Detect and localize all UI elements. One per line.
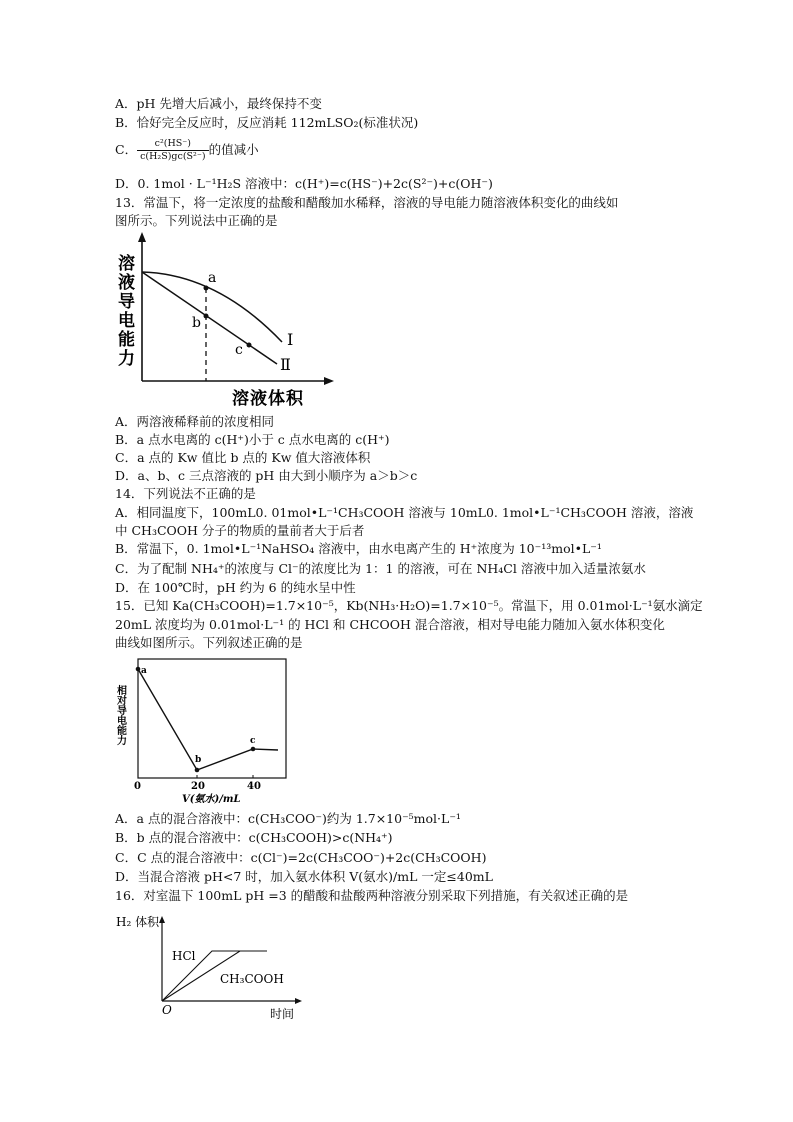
q12-fraction	[137, 138, 208, 163]
q15-point-c	[251, 747, 256, 752]
q13-label-curve-1: I	[287, 330, 294, 349]
q14-option-c: C．为了配制 NH₄⁺的浓度与 Cl⁻的浓度比为 1：1 的溶液，可在 NH₄Cl 溶液中加入适量浓氨水	[115, 561, 646, 576]
q13-x-label: 溶液体积	[232, 389, 304, 409]
q15-stem-line-3: 曲线如图所示。下列叙述正确的是	[115, 635, 303, 650]
q13-label-c: c	[235, 342, 243, 358]
q15-y-label: 相对导电能力	[114, 685, 126, 745]
q14-stem: 14．下列说法不正确的是	[115, 486, 256, 501]
q13-point-a	[204, 286, 209, 291]
q15-option-c: C．C 点的混合溶液中：c(Cl⁻)=2c(CH₃COO⁻)+2c(CH₃COOH)	[115, 850, 487, 865]
q16-x-label: 时间	[270, 1007, 295, 1020]
q13-chart	[112, 232, 340, 412]
q15-label-c: c	[250, 736, 256, 746]
q15-tick-label-20: 20	[191, 781, 205, 792]
q15-curve	[138, 669, 278, 770]
q15-origin-label: 0	[134, 781, 141, 792]
q14-option-a-line-2: 中 CH₃COOH 分子的物质的量前者大于后者	[115, 523, 365, 538]
q13-option-b: B．a 点水电离的 c(H⁺)小于 c 点水电离的 c(H⁺)	[115, 432, 390, 447]
q16-label-hcl: HCl	[172, 949, 196, 963]
q13-point-b	[204, 314, 209, 319]
q12-option-b: B．恰好完全反应时，反应消耗 112mLSO₂(标准状况)	[115, 115, 419, 130]
q15-chart	[112, 655, 292, 807]
q12-option-c	[115, 137, 259, 163]
q12-option-c-suffix: 的值减小	[208, 142, 259, 157]
q15-stem-line-2: 20mL 浓度均为 0.01mol·L⁻¹ 的 HCl 和 CHCOOH 混合溶液，相对导电能力随加入氨水体积变化	[115, 617, 665, 632]
q16-y-arrow	[159, 916, 165, 923]
q12-fraction-denominator: c(H₂S)gc(S²⁻)	[140, 151, 206, 162]
q13-y-label: 溶液导电能力	[114, 254, 134, 368]
q16-label-ch3cooh: CH₃COOH	[220, 972, 284, 986]
q15-option-a: A．a 点的混合溶液中：c(CH₃COO⁻)约为 1.7×10⁻⁵mol·L⁻¹	[115, 811, 461, 826]
q15-point-b	[195, 768, 200, 773]
q13-y-arrow	[138, 232, 146, 242]
q15-plot-frame	[138, 659, 286, 778]
q16-origin-label: O	[162, 1003, 172, 1017]
q16-chart	[112, 908, 312, 1020]
q13-option-c: C．a 点的 Kw 值比 b 点的 Kw 值大溶液体积	[115, 450, 371, 465]
q13-label-b: b	[192, 315, 201, 331]
q16-y-label: H₂ 体积	[116, 915, 160, 929]
q15-point-a	[136, 667, 141, 672]
q15-label-b: b	[195, 755, 202, 765]
q13-option-d: D．a、b、c 三点溶液的 pH 由大到小顺序为 a＞b＞c	[115, 468, 418, 483]
q15-option-b: B．b 点的混合溶液中：c(CH₃COOH)>c(NH₄⁺)	[115, 830, 393, 845]
q12-option-a: A．pH 先增大后减小，最终保持不变	[115, 96, 322, 111]
q13-stem-line-2: 图所示。下列说法中正确的是	[115, 213, 278, 228]
q13-stem-line-1: 13．常温下，将一定浓度的盐酸和醋酸加水稀释，溶液的导电能力随溶液体积变化的曲线如	[115, 195, 619, 210]
q13-point-c	[247, 343, 252, 348]
q13-option-a: A．两溶液稀释前的浓度相同	[115, 414, 275, 429]
q14-option-d: D．在 100℃时，pH 约为 6 的纯水呈中性	[115, 580, 356, 595]
q12-option-c-prefix: C．	[115, 142, 138, 157]
q12-option-d: D．0. 1mol · L⁻¹H₂S 溶液中：c(H⁺)=c(HS⁻)+2c(S²⁻)+c(OH⁻)	[115, 176, 493, 191]
q14-option-a-line-1: A．相同温度下，100mL0. 01mol•L⁻¹CH₃COOH 溶液与 10mL0. 1mol•L⁻¹CH₃COOH 溶液，溶液	[115, 505, 694, 520]
q16-stem: 16．对室温下 100mL pH =3 的醋酸和盐酸两种溶液分别采取下列措施，有关叙述正确的是	[115, 888, 629, 903]
q15-option-d: D．当混合溶液 pH<7 时，加入氨水体积 V(氨水)/mL 一定≤40mL	[115, 869, 493, 884]
q15-label-a: a	[141, 666, 147, 676]
q16-x-arrow	[295, 998, 302, 1004]
q13-x-arrow	[324, 377, 334, 385]
q13-label-a: a	[208, 270, 217, 286]
q12-fraction-numerator: c²(HS⁻)	[137, 138, 208, 151]
q14-option-b: B．常温下，0. 1mol•L⁻¹NaHSO₄ 溶液中，由水电离产生的 H⁺浓度为 10⁻¹³mol•L⁻¹	[115, 541, 602, 556]
q13-label-curve-2: Ⅱ	[280, 355, 291, 374]
q15-stem-line-1: 15．已知 Ka(CH₃COOH)=1.7×10⁻⁵，Kb(NH₃·H₂O)=1.7×10⁻⁵。常温下，用 0.01mol·L⁻¹氨水滴定	[115, 598, 703, 613]
q15-x-label: V(氨水)/mL	[182, 794, 241, 805]
q15-tick-label-40: 40	[247, 781, 261, 792]
